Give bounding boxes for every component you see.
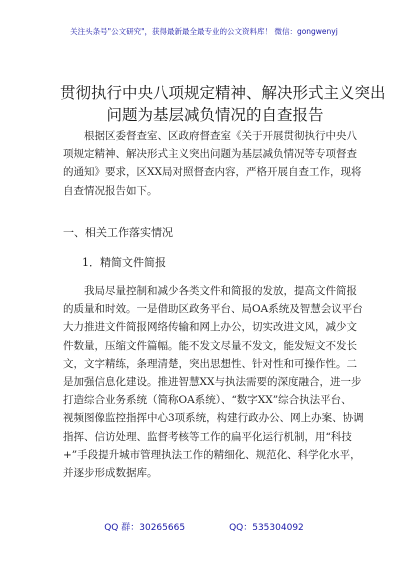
body-line: 件数量，压缩文件篇幅。能不发文尽量不发文，能发短文不发长 (63, 339, 357, 352)
intro-line: 项规定精神、解决形式主义突出问题为基层减负情况等专项督查 (63, 148, 357, 161)
body-line: 我局尽量控制和减少各类文件和简报的发放，提高文件简报 (84, 285, 357, 297)
subsection-heading: 1．精简文件简报 (82, 256, 166, 269)
body-line: +”手段提升城市管理执法工作的精细化、规范化、科学化水平， (63, 448, 361, 461)
intro-line: 根据区委督查室、区政府督查室《关于开展贯彻执行中央八 (84, 130, 357, 142)
document-title (60, 82, 386, 126)
section-heading: 一、相关工作落实情况 (63, 226, 173, 239)
body-line: 的质量和时效。一是借助区政务平台、局OA系统及智慧会议平台 (63, 303, 363, 316)
intro-line: 自查情况报告如下。 (63, 184, 158, 197)
title-line-1: 贯彻执行中央八项规定精神、解决形式主义突出 (60, 84, 386, 102)
body-paragraph (63, 283, 364, 483)
body-line: 打造综合业务系统（简称OA系统）、“数字XX”综合执法平台、 (63, 394, 352, 407)
footer-qq: QQ：535304092 (229, 523, 304, 533)
intro-line: 的通知》要求，区XX局对照督查内容，严格开展自查工作，现将 (63, 166, 362, 179)
body-line: 并逐步形成数据库。 (63, 466, 158, 479)
body-line: 指挥、信访处理、监督考核等工作的扁平化运行机制，用“科技 (63, 430, 352, 443)
body-line: 是加强信息化建设。推进智慧XX与执法需要的深度融合，进一步 (63, 375, 362, 388)
title-line-2: 问题为基层减负情况的自查报告 (106, 106, 324, 124)
footer-contact (0, 520, 408, 533)
footer-qq-group: QQ 群：30265665 (104, 523, 186, 533)
header-promo-note: 关注头条号"公文研究"，获得最新最全最专业的公文资料库！ 微信：gongwenyj (70, 27, 338, 36)
body-line: 文，文字精练，条理清楚，突出思想性、针对性和可操作性。二 (63, 357, 357, 370)
intro-paragraph (63, 128, 362, 201)
body-line: 大力推进文件简报网络传输和网上办公，切实改进文风，减少文 (63, 321, 357, 334)
body-line: 视频图像监控指挥中心3项系统，构建行政办公、网上办案、协调 (63, 412, 364, 425)
